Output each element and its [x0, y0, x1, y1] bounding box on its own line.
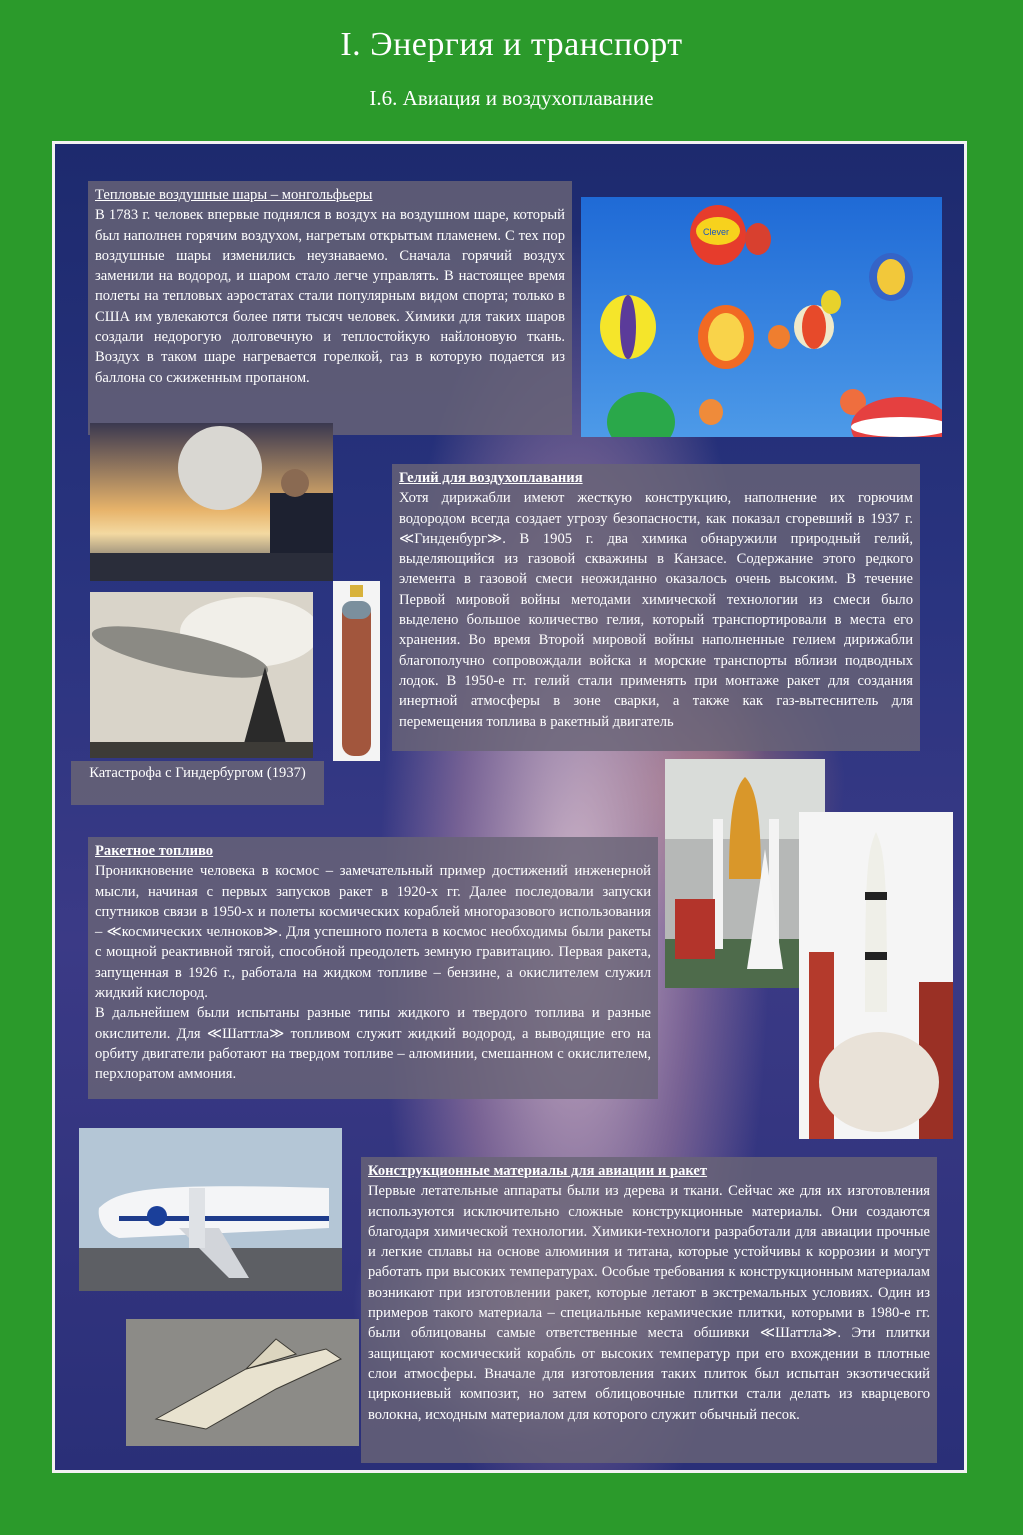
poster-panel — [52, 141, 967, 1473]
page-subtitle: I.6. Авиация и воздухоплавание — [369, 86, 654, 110]
helium-heading: Гелий для воздухоплавания — [399, 470, 583, 486]
hindenburg-caption — [71, 761, 324, 805]
page-title: I. Энергия и транспорт — [340, 26, 683, 63]
hindenburg-caption-text: Катастрофа с Гиндербургом (1937) — [89, 765, 306, 781]
materials-heading: Конструкционные материалы для авиации и ракет — [368, 1163, 708, 1179]
helium-text-box — [392, 464, 920, 751]
shuttle-model-photo — [126, 1319, 359, 1446]
hindenburg-disaster-photo — [90, 592, 313, 758]
gas-cylinder-photo — [333, 581, 380, 761]
weather-balloon-photo — [90, 423, 333, 581]
helium-body: Хотя дирижабли имеют жесткую конструкцию, наполнение их горючим водородом всегда создает угрозу безопасности, как показал сгоревший в 1937 г. ≪Гинденбург≫. В 1905 г. два химика обнаружили природный гелий, выделяющийся из газовой скважины в Канзасе. Содержание этого редкого элемента в газовой смеси неожиданно оказалось очень высоким. В течение Первой мировой войны методами химической технологии из смеси было выделено большое количество гелия, который транспортировали в места его хранения. Во время Второй мировой войны наполненные гелием дирижабли благополучно сопровождали войска и морские транспорты вблизи подводных лодок. В 1950-е гг. гелий стали применять при монтаже ракет для создания инертной атмосферы в зоне сварки, а также как газ-вытеснитель для перемещения топлива в ракетный двигатель — [399, 490, 913, 730]
rocket-fuel-heading: Ракетное топливо — [95, 843, 214, 859]
balloons-heading: Тепловые воздушные шары – монгольфьеры — [95, 187, 373, 203]
hot-air-balloons-photo — [581, 197, 942, 437]
rocket-fuel-body-2: В дальнейшем были испытаны разные типы жидкого и твердого топлива и разные окислители. Для ≪Шаттла≫ топливом служит жидкий водород, а выводящие его на орбиту двигатели работают на твердом топливе – алюминии, смешанном с окислителем, перхлоратом аммония. — [95, 1005, 651, 1083]
balloons-body: В 1783 г. человек впервые поднялся в воздух на воздушном шаре, который был наполнен горячим воздухом, нагретым открытым пламенем. С тех пор воздушные шары изменились неузнаваемо. Сначала горячий воздух заменили на водород, и шаром стало легче управлять. В настоящее время полеты на тепловых аэростатах стали популярным видом спорта; только в США им увлекаются более пяти тысяч человек. Химики для таких шаров создали недорогую долговечную и теплостойкую найлоновую ткань. Воздух в таком шаре нагревается горелкой, газ в которую подается из баллона со сжиженным пропаном. — [95, 207, 565, 386]
nasa-airplane-photo — [79, 1128, 342, 1291]
rocket-launch-photo — [799, 812, 953, 1139]
balloon-logo-text: Clever — [703, 227, 730, 237]
materials-text-box — [361, 1157, 937, 1463]
materials-body: Первые летательные аппараты были из дерева и ткани. Сейчас же для их изготовления используются исключительно сложные конструкционные материалы. Они создаются благодаря химической технологии. Химики-технологи разработали для авиации прочные и легкие сплавы на основе алюминия и титана, которые устойчивы к коррозии и могут работать при высоких температурах. Особые требования к конструкционным материалам возникают при изготовлении ракет, которые летают в экстремальных условиях. Один из примеров такого материала – специальные керамические плитки, которыми в 1980-е гг. были облицованы самые ответственные места обшивки ≪Шаттла≫. Эти плитки защищают космический корабль от высоких температур при его вхождении в плотные слои атмосферы. Вначале для изготовления таких плиток был испытан экзотический циркониевый композит, но затем облицовочные плитки стали делать из кварцевого волокна, исходным материалом для которого служит обычный песок. — [368, 1183, 930, 1423]
rocket-fuel-text-box — [88, 837, 658, 1099]
balloons-text-box — [88, 181, 572, 435]
rocket-fuel-body-1: Проникновение человека в космос – замечательный пример достижений инженерной мысли, начиная с первых запусков ракет в 1920-х гг. Далее последовали запуски спутников связи в 1950-х и полеты космических кораблей многоразового использования – ≪космических челноков≫. Для успешного полета в космос необходимы были ракеты с мощной реактивной тягой, способной преодолеть земную гравитацию. Первая ракета, запущенная в 1926 г., работала на жидком топливе – бензине, а окислителем служил жидкий кислород. — [95, 863, 651, 1002]
